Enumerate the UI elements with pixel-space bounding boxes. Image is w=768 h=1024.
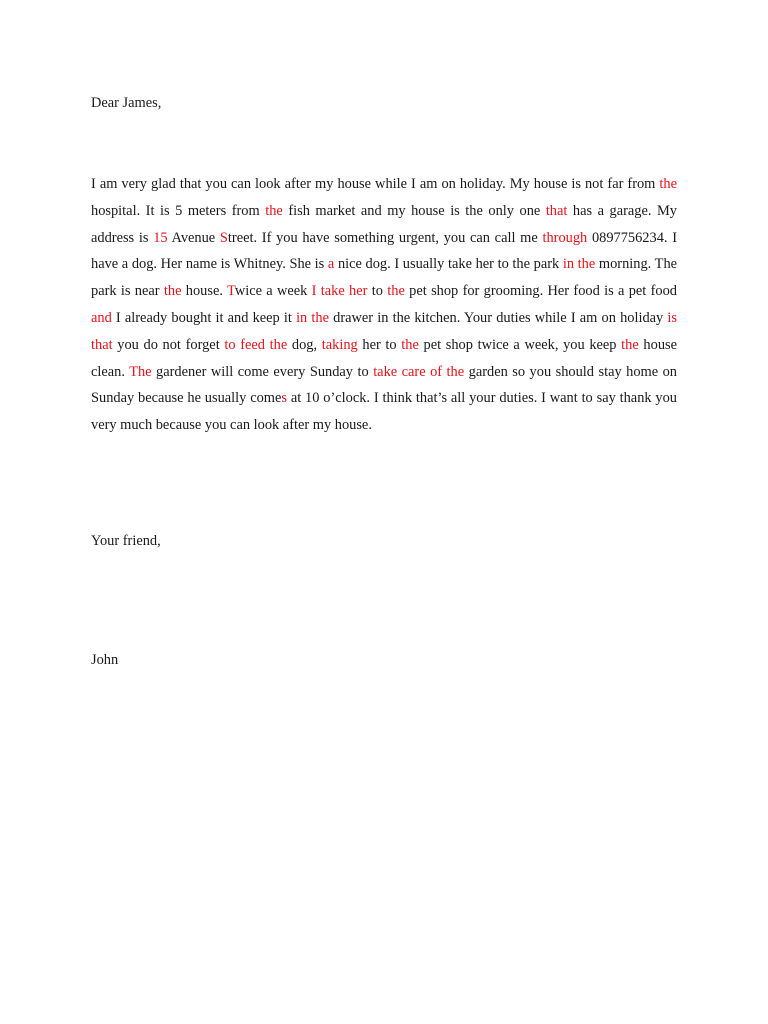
letter-signature: John (91, 652, 119, 668)
corrected-text: the (163, 283, 182, 300)
body-text-segment: hospital. It is 5 meters from (91, 202, 266, 219)
corrected-text: taking (321, 336, 358, 353)
body-text-segment: drawer in the kitchen. Your duties while I am on holiday (329, 309, 668, 326)
corrected-text: and (91, 309, 112, 326)
corrected-text: to feed the (224, 336, 288, 353)
letter-greeting: Dear James, (91, 95, 162, 111)
body-text-segment: dog, (287, 336, 322, 353)
body-text-segment: has a garage. My address is (91, 202, 677, 246)
body-text-segment: at 10 o’clock. I think that’s all your duties. I want to say thank you very much because you can look after my house. (91, 390, 677, 434)
body-text-segment: garden so you should stay home on Sunday because he usually come (91, 363, 678, 407)
body-text-segment: morning. The park is near (91, 256, 678, 300)
letter-closing: Your friend, (91, 533, 161, 549)
body-text-segment: house. (181, 283, 228, 300)
body-text-segment: pet shop for grooming. Her food is a pet food (404, 283, 677, 300)
corrected-text: in the (296, 309, 329, 326)
corrected-text: S (219, 229, 228, 246)
corrected-text: s (281, 390, 287, 407)
corrected-text: the (387, 283, 405, 300)
body-text-segment: house clean. (91, 336, 677, 380)
body-text-segment: gardener will come every Sunday to (151, 363, 374, 380)
body-text-segment: to (367, 283, 388, 300)
body-text-segment: wice a week (234, 283, 312, 300)
body-text-segment: fish market and my house is the only one (282, 202, 546, 219)
body-text-segment: treet. If you have something urgent, you can call me (227, 229, 543, 246)
body-text-segment: her to (357, 336, 402, 353)
corrected-text: that (545, 202, 568, 219)
corrected-text: the (401, 336, 419, 353)
corrected-text: the (621, 336, 639, 353)
corrected-text: I take her (311, 283, 368, 300)
body-text-segment: 0897756234. I have a dog. Her name is Whitney. She is (91, 229, 677, 273)
corrected-text: through (542, 229, 588, 246)
body-text-segment: Avenue (167, 229, 220, 246)
corrected-text: 15 (153, 229, 168, 246)
body-text-segment: nice dog. I usually take her to the park (334, 256, 563, 273)
body-text-segment: you do not forget (112, 336, 225, 353)
corrected-text: in the (562, 256, 596, 273)
corrected-text: T (227, 283, 235, 300)
corrected-text: The (129, 363, 152, 380)
corrected-text: the (659, 176, 677, 192)
corrected-text: take care of the (373, 363, 465, 380)
corrected-text: a (327, 256, 335, 273)
corrected-text: is that (91, 309, 678, 353)
letter-body (91, 171, 677, 439)
body-text-segment: I am very glad that you can look after my house while I am on holiday. My house is not far from (91, 176, 660, 192)
body-text-segment: I already bought it and keep it (111, 309, 297, 326)
corrected-text: the (265, 202, 283, 219)
body-text-segment: pet shop twice a week, you keep (418, 336, 622, 353)
